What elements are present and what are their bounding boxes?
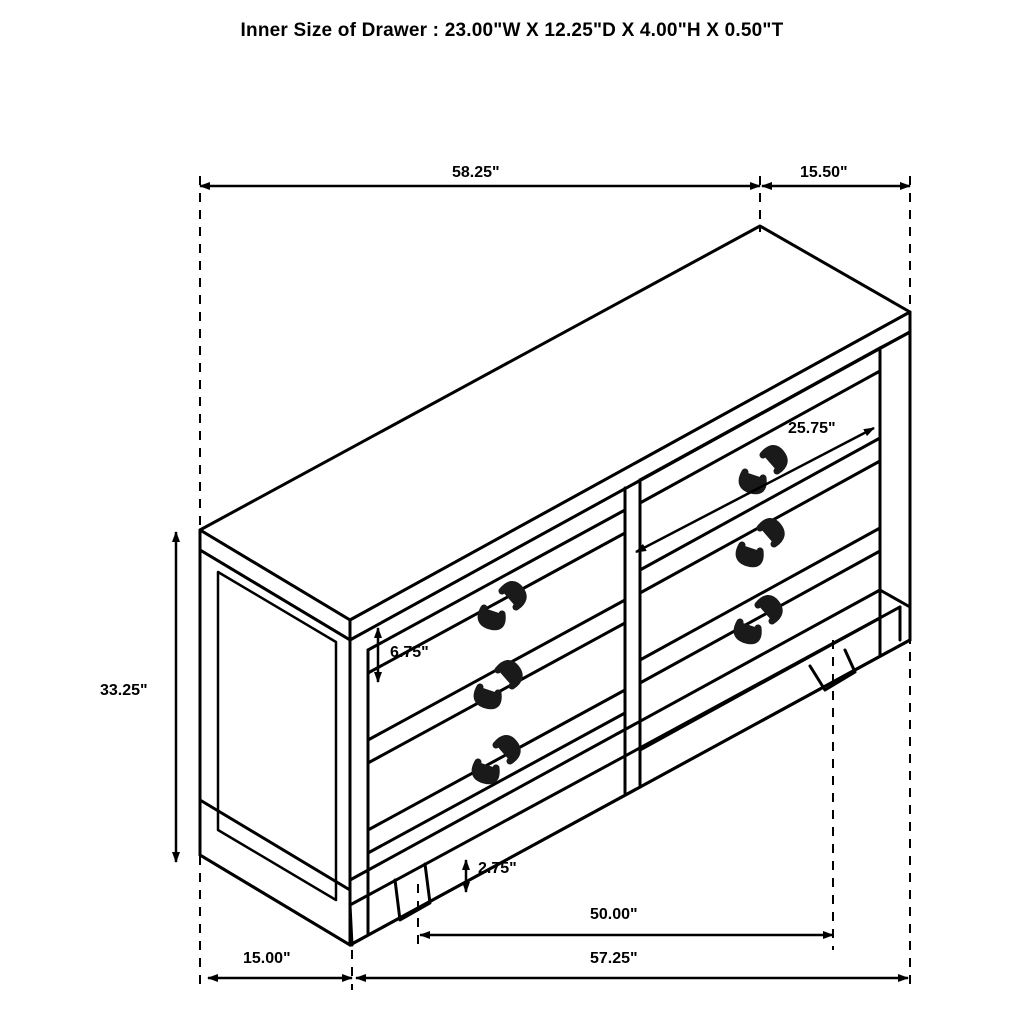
dim-label-inner-front-width: 50.00": [590, 906, 638, 923]
dim-label-drawer-face-height: 6.75": [390, 644, 429, 661]
page-title: Inner Size of Drawer : 23.00"W X 12.25"D X 4.00"H X 0.50"T: [240, 20, 784, 41]
dim-label-top-width: 58.25": [452, 164, 500, 181]
dim-label-top-depth: 15.50": [800, 164, 848, 181]
left-foot: [350, 905, 352, 945]
dim-label-base-height: 2.75": [478, 860, 517, 877]
dim-label-overall-height: 33.25": [100, 682, 148, 699]
dim-label-base-depth: 15.00": [243, 950, 291, 967]
dim-label-drawer-diagonal: 25.75": [788, 420, 836, 437]
dresser-body: [200, 226, 910, 945]
dim-label-overall-width: 57.25": [590, 950, 638, 967]
